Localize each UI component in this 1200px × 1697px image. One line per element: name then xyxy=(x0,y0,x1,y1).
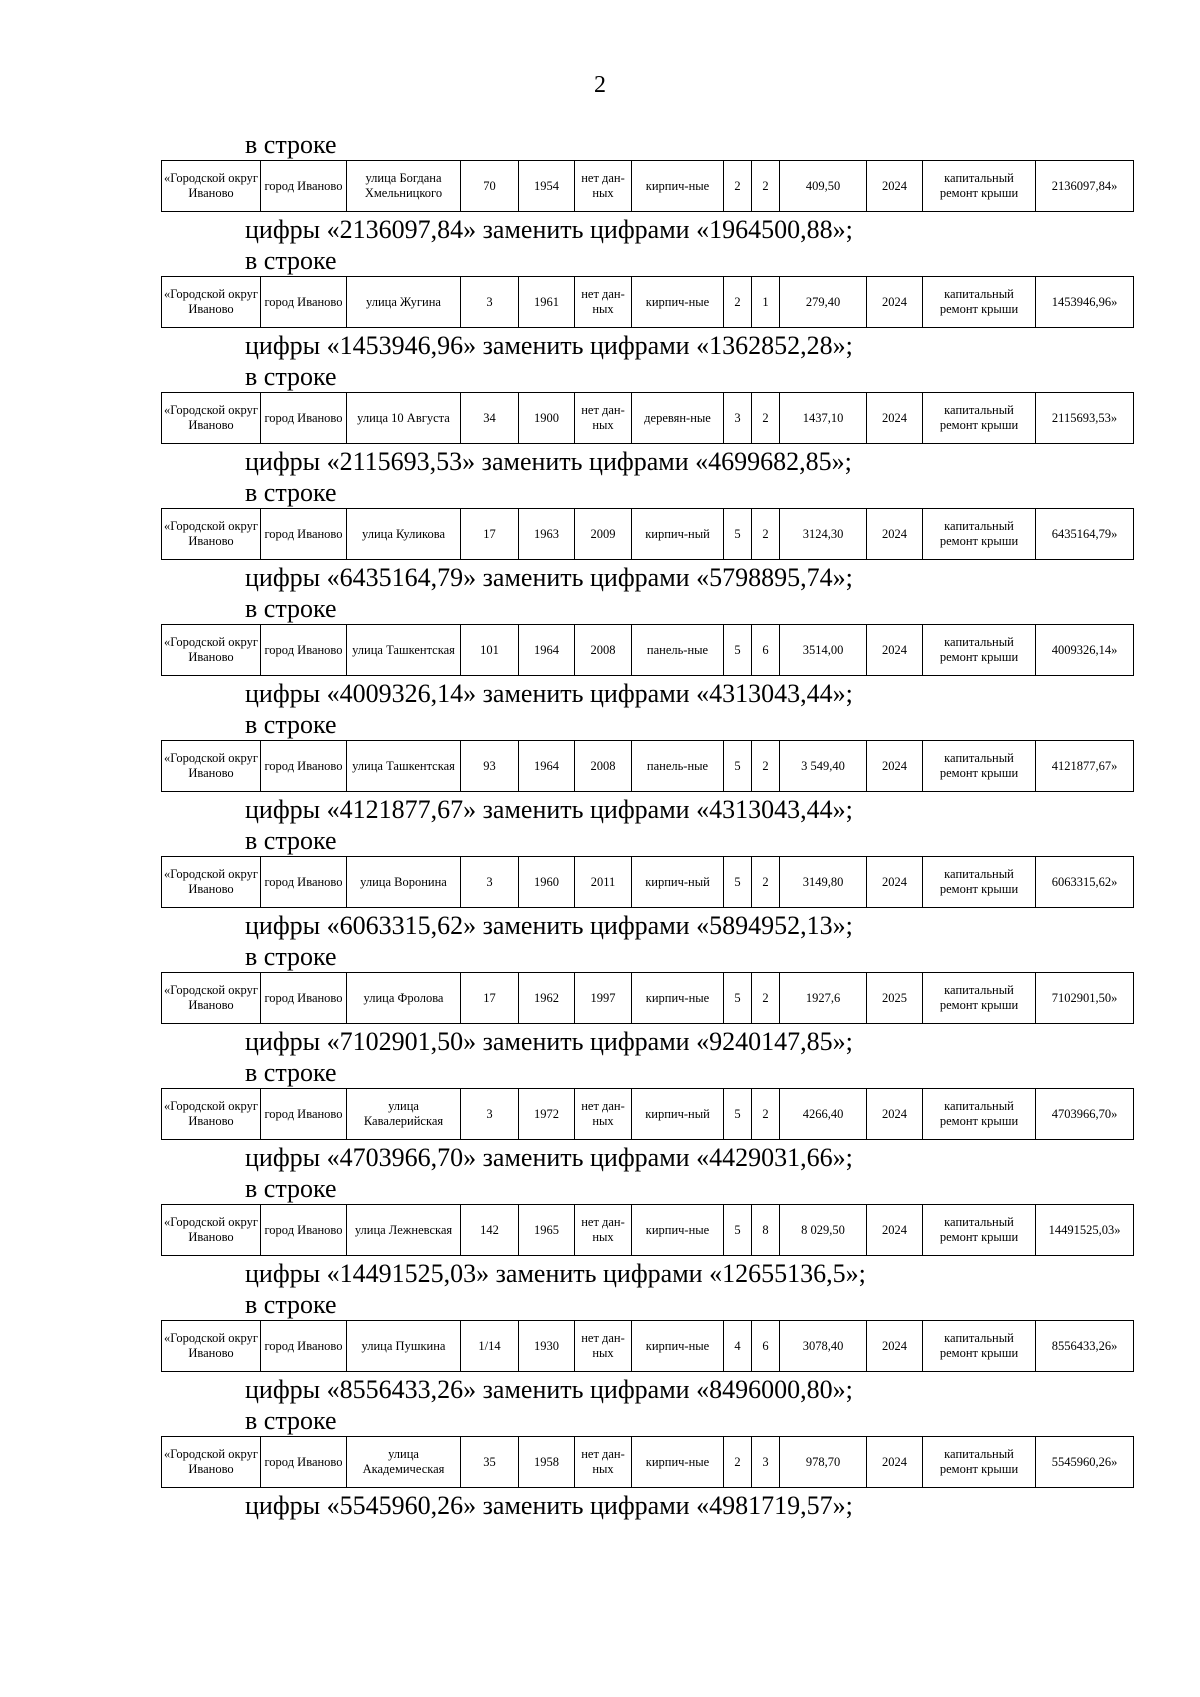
cell-entrances: 2 xyxy=(752,973,780,1024)
cell-year-repair: нет дан-ных xyxy=(575,277,632,328)
cell-house: 3 xyxy=(461,857,519,908)
cell-street: улица Ташкентская xyxy=(347,625,461,676)
cell-year-repair: нет дан-ных xyxy=(575,1205,632,1256)
cell-city: город Иваново xyxy=(261,509,347,560)
cell-house: 17 xyxy=(461,509,519,560)
cell-floors: 5 xyxy=(724,973,752,1024)
cell-material: кирпич-ный xyxy=(632,509,724,560)
cell-work: капитальный ремонт крыши xyxy=(923,741,1036,792)
cell-year-repair: 2008 xyxy=(575,741,632,792)
cell-plan-year: 2025 xyxy=(867,973,923,1024)
cell-entrances: 6 xyxy=(752,625,780,676)
cell-area: 1927,6 xyxy=(780,973,867,1024)
cell-entrances: 6 xyxy=(752,1321,780,1372)
cell-old-value: 6435164,79» xyxy=(1036,509,1134,560)
replacement-text: цифры «7102901,50» заменить цифрами «9240147,85»; xyxy=(245,1027,853,1056)
replacement-text: цифры «2115693,53» заменить цифрами «4699682,85»; xyxy=(245,447,852,476)
cell-floors: 5 xyxy=(724,1089,752,1140)
cell-year-built: 1964 xyxy=(519,625,575,676)
amendment-entry xyxy=(0,246,1200,362)
cell-street: улица Кавалерийская xyxy=(347,1089,461,1140)
page-number: 2 xyxy=(594,72,606,98)
cell-floors: 5 xyxy=(724,509,752,560)
building-row-table xyxy=(161,624,1134,676)
cell-entrances: 1 xyxy=(752,277,780,328)
cell-work: капитальный ремонт крыши xyxy=(923,973,1036,1024)
cell-year-built: 1958 xyxy=(519,1437,575,1488)
cell-house: 35 xyxy=(461,1437,519,1488)
cell-work: капитальный ремонт крыши xyxy=(923,277,1036,328)
row-intro-text: в строке xyxy=(245,1058,337,1087)
cell-plan-year: 2024 xyxy=(867,1205,923,1256)
cell-street: улица Ташкентская xyxy=(347,741,461,792)
row-intro-text: в строке xyxy=(245,362,337,391)
cell-house: 101 xyxy=(461,625,519,676)
row-intro-text: в строке xyxy=(245,710,337,739)
cell-city: город Иваново xyxy=(261,1089,347,1140)
cell-year-built: 1972 xyxy=(519,1089,575,1140)
cell-floors: 5 xyxy=(724,1205,752,1256)
cell-year-built: 1961 xyxy=(519,277,575,328)
cell-material: кирпич-ные xyxy=(632,1321,724,1372)
replacement-text: цифры «1453946,96» заменить цифрами «1362852,28»; xyxy=(245,331,853,360)
cell-region: «Городской округ Иваново xyxy=(162,1321,261,1372)
row-intro-text: в строке xyxy=(245,1174,337,1203)
cell-year-repair: нет дан-ных xyxy=(575,161,632,212)
cell-plan-year: 2024 xyxy=(867,857,923,908)
cell-house: 17 xyxy=(461,973,519,1024)
cell-plan-year: 2024 xyxy=(867,625,923,676)
row-intro-text: в строке xyxy=(245,594,337,623)
cell-street: улица Куликова xyxy=(347,509,461,560)
replacement-text: цифры «8556433,26» заменить цифрами «8496000,80»; xyxy=(245,1375,853,1404)
cell-work: капитальный ремонт крыши xyxy=(923,161,1036,212)
amendment-entry xyxy=(0,942,1200,1058)
cell-work: капитальный ремонт крыши xyxy=(923,393,1036,444)
cell-city: город Иваново xyxy=(261,973,347,1024)
cell-floors: 2 xyxy=(724,277,752,328)
building-row-table xyxy=(161,1320,1134,1372)
cell-material: панель-ные xyxy=(632,625,724,676)
cell-city: город Иваново xyxy=(261,741,347,792)
cell-area: 3 549,40 xyxy=(780,741,867,792)
cell-entrances: 3 xyxy=(752,1437,780,1488)
cell-year-repair: 1997 xyxy=(575,973,632,1024)
cell-old-value: 5545960,26» xyxy=(1036,1437,1134,1488)
cell-area: 3124,30 xyxy=(780,509,867,560)
cell-old-value: 4121877,67» xyxy=(1036,741,1134,792)
cell-street: улица Пушкина xyxy=(347,1321,461,1372)
cell-floors: 2 xyxy=(724,161,752,212)
cell-year-repair: 2009 xyxy=(575,509,632,560)
cell-material: деревян-ные xyxy=(632,393,724,444)
cell-region: «Городской округ Иваново xyxy=(162,857,261,908)
cell-old-value: 4703966,70» xyxy=(1036,1089,1134,1140)
cell-year-built: 1963 xyxy=(519,509,575,560)
row-intro-text: в строке xyxy=(245,246,337,275)
cell-old-value: 8556433,26» xyxy=(1036,1321,1134,1372)
cell-area: 4266,40 xyxy=(780,1089,867,1140)
cell-year-repair: нет дан-ных xyxy=(575,1437,632,1488)
replacement-text: цифры «4121877,67» заменить цифрами «4313043,44»; xyxy=(245,795,853,824)
amendment-entry xyxy=(0,1290,1200,1406)
cell-plan-year: 2024 xyxy=(867,277,923,328)
cell-plan-year: 2024 xyxy=(867,509,923,560)
cell-region: «Городской округ Иваново xyxy=(162,393,261,444)
cell-entrances: 2 xyxy=(752,161,780,212)
cell-street: улица Академическая xyxy=(347,1437,461,1488)
cell-plan-year: 2024 xyxy=(867,1321,923,1372)
cell-street: улица Лежневская xyxy=(347,1205,461,1256)
amendment-entry xyxy=(0,478,1200,594)
amendment-entry xyxy=(0,594,1200,710)
cell-city: город Иваново xyxy=(261,1321,347,1372)
cell-year-repair: 2011 xyxy=(575,857,632,908)
cell-old-value: 6063315,62» xyxy=(1036,857,1134,908)
amendment-entry xyxy=(0,1406,1200,1522)
amendment-list xyxy=(0,130,1200,1522)
cell-entrances: 2 xyxy=(752,509,780,560)
cell-floors: 3 xyxy=(724,393,752,444)
cell-region: «Городской округ Иваново xyxy=(162,741,261,792)
cell-area: 8 029,50 xyxy=(780,1205,867,1256)
cell-plan-year: 2024 xyxy=(867,1437,923,1488)
cell-plan-year: 2024 xyxy=(867,393,923,444)
replacement-text: цифры «6435164,79» заменить цифрами «5798895,74»; xyxy=(245,563,853,592)
cell-material: кирпич-ные xyxy=(632,973,724,1024)
cell-year-repair: 2008 xyxy=(575,625,632,676)
cell-city: город Иваново xyxy=(261,625,347,676)
row-intro-text: в строке xyxy=(245,478,337,507)
building-row-table xyxy=(161,1204,1134,1256)
cell-old-value: 14491525,03» xyxy=(1036,1205,1134,1256)
cell-year-built: 1954 xyxy=(519,161,575,212)
cell-year-built: 1930 xyxy=(519,1321,575,1372)
amendment-entry xyxy=(0,1058,1200,1174)
cell-material: панель-ные xyxy=(632,741,724,792)
cell-street: улица Жугина xyxy=(347,277,461,328)
cell-area: 3514,00 xyxy=(780,625,867,676)
cell-old-value: 2136097,84» xyxy=(1036,161,1134,212)
cell-area: 978,70 xyxy=(780,1437,867,1488)
cell-material: кирпич-ные xyxy=(632,1205,724,1256)
cell-work: капитальный ремонт крыши xyxy=(923,1089,1036,1140)
cell-city: город Иваново xyxy=(261,161,347,212)
cell-region: «Городской округ Иваново xyxy=(162,1089,261,1140)
cell-entrances: 2 xyxy=(752,857,780,908)
cell-street: улица Фролова xyxy=(347,973,461,1024)
cell-region: «Городской округ Иваново xyxy=(162,509,261,560)
row-intro-text: в строке xyxy=(245,1406,337,1435)
building-row-table xyxy=(161,276,1134,328)
cell-year-repair: нет дан-ных xyxy=(575,1321,632,1372)
cell-old-value: 2115693,53» xyxy=(1036,393,1134,444)
replacement-text: цифры «5545960,26» заменить цифрами «4981719,57»; xyxy=(245,1491,853,1520)
cell-area: 409,50 xyxy=(780,161,867,212)
amendment-entry xyxy=(0,130,1200,246)
cell-plan-year: 2024 xyxy=(867,1089,923,1140)
cell-area: 279,40 xyxy=(780,277,867,328)
building-row-table xyxy=(161,392,1134,444)
cell-material: кирпич-ный xyxy=(632,1089,724,1140)
cell-region: «Городской округ Иваново xyxy=(162,1205,261,1256)
cell-work: капитальный ремонт крыши xyxy=(923,625,1036,676)
amendment-entry xyxy=(0,826,1200,942)
cell-house: 3 xyxy=(461,1089,519,1140)
cell-old-value: 7102901,50» xyxy=(1036,973,1134,1024)
building-row-table xyxy=(161,1088,1134,1140)
replacement-text: цифры «4009326,14» заменить цифрами «4313043,44»; xyxy=(245,679,853,708)
cell-house: 3 xyxy=(461,277,519,328)
cell-old-value: 1453946,96» xyxy=(1036,277,1134,328)
cell-area: 1437,10 xyxy=(780,393,867,444)
cell-work: капитальный ремонт крыши xyxy=(923,1205,1036,1256)
cell-work: капитальный ремонт крыши xyxy=(923,1437,1036,1488)
cell-region: «Городской округ Иваново xyxy=(162,973,261,1024)
cell-city: город Иваново xyxy=(261,1437,347,1488)
cell-area: 3149,80 xyxy=(780,857,867,908)
replacement-text: цифры «6063315,62» заменить цифрами «5894952,13»; xyxy=(245,911,853,940)
cell-floors: 2 xyxy=(724,1437,752,1488)
cell-floors: 5 xyxy=(724,857,752,908)
cell-material: кирпич-ные xyxy=(632,161,724,212)
building-row-table xyxy=(161,160,1134,212)
replacement-text: цифры «2136097,84» заменить цифрами «1964500,88»; xyxy=(245,215,853,244)
cell-city: город Иваново xyxy=(261,277,347,328)
building-row-table xyxy=(161,972,1134,1024)
cell-region: «Городской округ Иваново xyxy=(162,1437,261,1488)
row-intro-text: в строке xyxy=(245,826,337,855)
cell-material: кирпич-ный xyxy=(632,857,724,908)
cell-house: 34 xyxy=(461,393,519,444)
cell-floors: 5 xyxy=(724,741,752,792)
building-row-table xyxy=(161,508,1134,560)
cell-work: капитальный ремонт крыши xyxy=(923,857,1036,908)
cell-year-repair: нет дан-ных xyxy=(575,393,632,444)
amendment-entry xyxy=(0,362,1200,478)
cell-year-built: 1965 xyxy=(519,1205,575,1256)
cell-work: капитальный ремонт крыши xyxy=(923,509,1036,560)
cell-material: кирпич-ные xyxy=(632,1437,724,1488)
replacement-text: цифры «4703966,70» заменить цифрами «4429031,66»; xyxy=(245,1143,853,1172)
cell-city: город Иваново xyxy=(261,857,347,908)
building-row-table xyxy=(161,856,1134,908)
building-row-table xyxy=(161,740,1134,792)
amendment-entry xyxy=(0,710,1200,826)
cell-old-value: 4009326,14» xyxy=(1036,625,1134,676)
cell-house: 1/14 xyxy=(461,1321,519,1372)
cell-year-built: 1964 xyxy=(519,741,575,792)
cell-region: «Городской округ Иваново xyxy=(162,277,261,328)
cell-entrances: 8 xyxy=(752,1205,780,1256)
cell-house: 93 xyxy=(461,741,519,792)
cell-material: кирпич-ные xyxy=(632,277,724,328)
cell-year-built: 1900 xyxy=(519,393,575,444)
cell-year-built: 1960 xyxy=(519,857,575,908)
cell-entrances: 2 xyxy=(752,1089,780,1140)
cell-plan-year: 2024 xyxy=(867,741,923,792)
cell-floors: 4 xyxy=(724,1321,752,1372)
cell-entrances: 2 xyxy=(752,741,780,792)
cell-region: «Городской округ Иваново xyxy=(162,625,261,676)
cell-street: улица Богдана Хмельницкого xyxy=(347,161,461,212)
cell-region: «Городской округ Иваново xyxy=(162,161,261,212)
cell-city: город Иваново xyxy=(261,393,347,444)
cell-street: улица Воронина xyxy=(347,857,461,908)
cell-plan-year: 2024 xyxy=(867,161,923,212)
row-intro-text: в строке xyxy=(245,130,337,159)
cell-city: город Иваново xyxy=(261,1205,347,1256)
row-intro-text: в строке xyxy=(245,942,337,971)
cell-entrances: 2 xyxy=(752,393,780,444)
cell-area: 3078,40 xyxy=(780,1321,867,1372)
cell-house: 142 xyxy=(461,1205,519,1256)
cell-work: капитальный ремонт крыши xyxy=(923,1321,1036,1372)
row-intro-text: в строке xyxy=(245,1290,337,1319)
cell-house: 70 xyxy=(461,161,519,212)
cell-year-repair: нет дан-ных xyxy=(575,1089,632,1140)
cell-street: улица 10 Августа xyxy=(347,393,461,444)
replacement-text: цифры «14491525,03» заменить цифрами «12655136,5»; xyxy=(245,1259,866,1288)
cell-floors: 5 xyxy=(724,625,752,676)
amendment-entry xyxy=(0,1174,1200,1290)
building-row-table xyxy=(161,1436,1134,1488)
cell-year-built: 1962 xyxy=(519,973,575,1024)
